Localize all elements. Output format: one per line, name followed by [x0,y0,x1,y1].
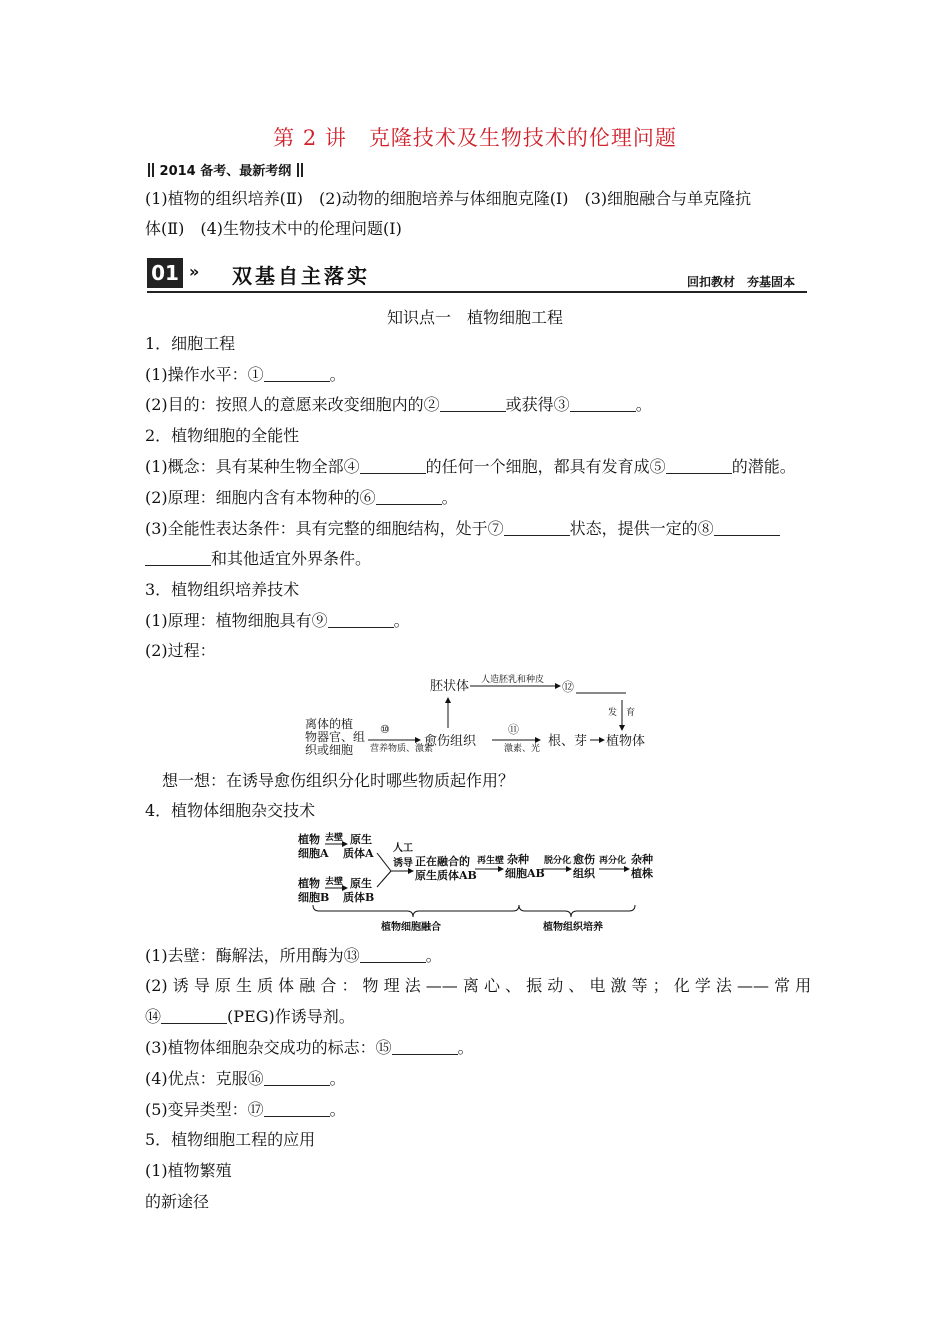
somatic-hybridization-diagram [295,825,665,940]
outline-line-1: (1)植物的组织培养(Ⅱ) (2)动物的细胞培养与体细胞克隆(Ⅰ) (3)细胞融合与单克隆抗 [145,189,752,208]
s1-item-a: (1)操作水平：① 。 [145,365,346,384]
s4-item-c: (3)植物体细胞杂交成功的标志：⑮ 。 [145,1038,474,1057]
s3-item-b: (2)过程： [145,641,216,660]
d1-callus: 愈伤组织 [424,734,477,749]
s2-item-c-cont: 和其他适宜外界条件。 [145,549,371,569]
exam-outline-tag [147,160,304,179]
think-prompt: 想一想：在诱导愈伤组织分化时哪些物质起作用？ [162,771,515,790]
svg-text:杂种: 杂种 [507,853,529,866]
blank-17 [264,1102,330,1117]
svg-text:诱导: 诱导 [393,858,413,869]
page-title: 第 2 讲 克隆技术及生物技术的伦理问题 [273,126,677,150]
s2-item-c: (3)全能性表达条件：具有完整的细胞结构，处于⑦ 状态，提供一定的⑧ [145,519,780,539]
blank-14 [161,1009,227,1024]
blank-8-cont [145,551,211,566]
blank-3 [570,397,636,412]
svg-text:原生质体AB: 原生质体AB [415,869,477,882]
svg-text:再分化: 再分化 [599,856,627,866]
svg-text:细胞B: 细胞B [298,891,330,904]
blank-7 [504,521,570,536]
section-subtitle: 回扣教材 夯基固本 [686,275,795,289]
d1-src1: 离体的植 [305,717,354,731]
s4-heading: 4．植物体细胞杂交技术 [145,801,316,820]
s3-item-a: (1)原理：植物细胞具有⑨ 。 [145,611,410,630]
s4-item-b-cont: ⑭ (PEG)作诱导剂。 [145,1007,355,1026]
svg-text:植株: 植株 [631,867,653,880]
s2-item-b: (2)原理：细胞内含有本物种的⑥ 。 [145,488,458,507]
d1-n12: ⑫ [562,680,575,694]
d1-seed: 人造胚乳和种皮 [481,675,545,685]
d2-brace2-label: 植物组织培养 [543,922,603,933]
section-banner [147,258,807,294]
chevron-right-icon: » [189,262,200,281]
svg-text:去壁: 去壁 [325,833,344,843]
d2-brace-fusion [313,905,519,917]
svg-text:再生壁: 再生壁 [477,856,505,866]
blank-6 [376,490,442,505]
svg-text:植物: 植物 [298,877,320,890]
s3-heading: 3．植物组织培养技术 [145,580,300,599]
d1-cond1: 营养物质、激素 [370,744,434,754]
d2-brace1-label: 植物细胞融合 [381,922,441,933]
s2-heading: 2．植物细胞的全能性 [145,426,300,445]
svg-text:质体B: 质体B [343,891,375,904]
d1-n11: ⑪ [508,723,519,736]
outline-line-2: 体(Ⅱ) (4)生物技术中的伦理问题(Ⅰ) [145,219,402,238]
d1-fa: 发 [608,708,618,718]
section-heading: 双基自主落实 [232,264,370,288]
blank-4 [360,459,426,474]
d1-roots: 根、芽 [548,734,588,749]
d1-n10: ⑩ [380,723,390,736]
s2-item-a: (1)概念：具有某种生物全部④ 的任何一个细胞，都具有发育成⑤ 的潜能。 [145,457,796,476]
svg-text:正在融合的: 正在融合的 [415,855,470,868]
s4-item-a: (1)去壁：酶解法，所用酶为⑬ 。 [145,946,442,965]
blank-8 [714,521,780,536]
svg-text:植物: 植物 [298,833,320,846]
svg-text:细胞A: 细胞A [298,847,329,860]
blank-9 [328,613,394,628]
blank-13 [360,948,426,963]
exam-outline-tag-text: 2014 备考、最新考纲 [159,164,292,179]
svg-text:细胞AB: 细胞AB [505,867,545,880]
svg-text:去壁: 去壁 [325,877,344,887]
s5-heading: 5．植物细胞工程的应用 [145,1130,316,1149]
blank-2 [440,397,506,412]
svg-text:杂种: 杂种 [631,853,653,866]
s4-item-d: (4)优点：克服⑯ 。 [145,1069,346,1088]
d1-plant: 植物体 [606,734,646,749]
d1-src2: 物器官、组 [305,730,366,744]
s1-item-b: (2)目的：按照人的意愿来改变细胞内的② 或获得③ 。 [145,395,652,414]
blank-16 [264,1071,330,1086]
svg-text:组织: 组织 [573,867,595,880]
svg-text:原生: 原生 [350,833,372,846]
d1-embryo: 胚状体 [430,679,470,694]
section-rule [147,291,807,293]
blank-5 [666,459,732,474]
d1-yu: 育 [626,708,636,718]
d1-src3: 织或细胞 [305,743,354,757]
section-number: 01 [147,258,183,288]
svg-text:脱分化: 脱分化 [544,856,572,866]
s1-heading: 1．细胞工程 [145,334,236,353]
s5-item-a: (1)植物繁殖 [145,1161,232,1180]
blank-15 [392,1040,458,1055]
knowledge-point-title: 知识点一 植物细胞工程 [386,308,563,327]
svg-text:愈伤: 愈伤 [573,853,595,866]
s4-item-e: (5)变异类型：⑰ 。 [145,1100,346,1119]
svg-text:原生: 原生 [350,877,372,890]
s4-item-b: (2) 诱 导 原 生 质 体 融 合 ： 物 理 法 —— 离 心 、 振 动 、 电 激 等 ； 化 学 法 —— 常 用 [145,976,812,995]
d2-brace-culture [519,905,635,917]
s5-item-a-cont: 的新途径 [145,1192,210,1211]
svg-text:人工: 人工 [393,843,413,854]
svg-text:质体A: 质体A [343,847,374,860]
tissue-culture-diagram [300,668,660,768]
d1-cond2: 激素、光 [504,744,541,754]
blank-1 [264,367,330,382]
